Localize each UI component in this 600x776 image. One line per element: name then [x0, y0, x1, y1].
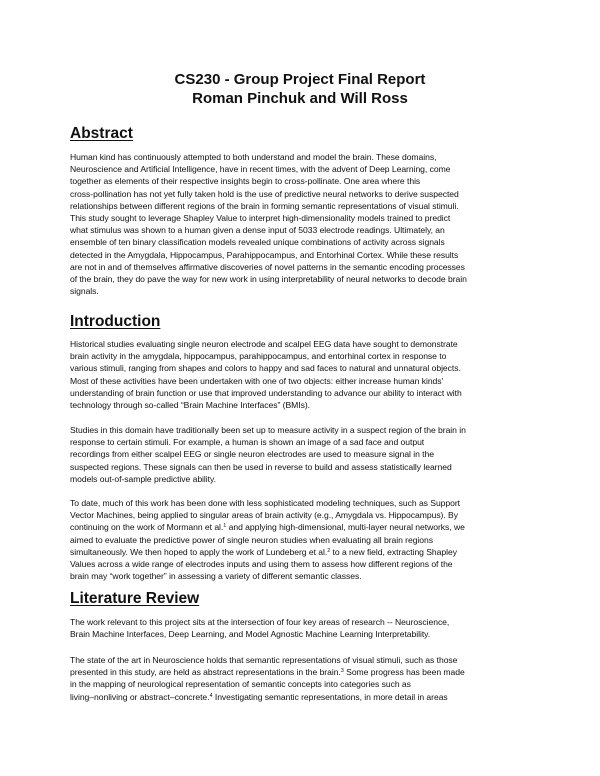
text-line: together as elements of their respective insights begin to cross-pollinate. One area where this — [70, 176, 421, 187]
text-line: Most of these activities have been undertaken with one of two objects: either increase human kinds' — [70, 375, 444, 386]
text-run: and applying high-dimensional, multi-layer neural networks, we — [226, 522, 465, 533]
text-run: to a new field, extracting Shapley — [330, 546, 457, 557]
text-line: signals. — [70, 286, 99, 297]
report-title: CS230 - Group Project Final Report — [174, 71, 426, 88]
abstract-heading: Abstract — [70, 125, 133, 142]
text-line: detected in the Amygdala, Hippocampus, Parahippocampus, and Entorhinal Cortex. While these results — [70, 249, 459, 260]
text-line: Human kind has continuously attempted to both understand and model the brain. These domains, — [70, 152, 437, 162]
text-line: response to certain stimuli. For example, a human is shown an image of a sad face and output — [70, 437, 425, 448]
text-line: Neuroscience and Artificial Intelligence, have in recent times, with the advent of Deep Learning, come — [70, 164, 451, 175]
text-line: various stimuli, ranging from shapes and colors to happy and sad faces to natural and unnatural objects. — [70, 363, 461, 374]
introduction-heading: Introduction — [70, 313, 161, 330]
text-line: what stimulus was shown to a human given a dense input of 5033 electrode readings. Ultimately, an — [70, 225, 445, 236]
abstract-paragraph — [70, 151, 530, 297]
introduction-paragraph-2 — [70, 424, 530, 485]
text-line: in the mapping of neurological representation of semantic concepts into categories such as — [70, 679, 411, 690]
text-line: Vector Machines, being applied to singular areas of brain activity (e.g., Amygdala vs. Hippocampus). By — [70, 510, 458, 521]
introduction-paragraph-1 — [70, 338, 530, 411]
text-run: Some progress has been made — [343, 667, 465, 678]
footnote-ref-1[interactable]: 1 — [223, 523, 227, 530]
text-line: suspected regions. These signals can then be used in reverse to build and assess statistically learned — [70, 461, 452, 472]
text-line: brain activity in the amygdala, hippocampus, parahippocampus, and entorhinal cortex in response to — [70, 351, 447, 362]
text-line — [70, 666, 530, 678]
text-line: Historical studies evaluating single neuron electrode and scalpel EEG data have sought to demonstrate — [70, 339, 458, 349]
text-run: continuing on the work of Mormann et al. — [70, 522, 224, 533]
text-line: of the brain, they do pave the way for new work in using interpretability of neural networks to decode brain — [70, 274, 467, 285]
text-line: are not in and of themselves affirmative discoveries of novel patterns in the semantic encoding processes — [70, 261, 465, 272]
text-run: simultaneously. We then hoped to apply the work of Lundeberg et al. — [70, 546, 328, 557]
text-run: Investigating semantic representations, in more detail in areas — [212, 691, 448, 702]
text-line: This study sought to leverage Shapley Value to interpret high-dimensionality models trained to predict — [70, 213, 451, 224]
text-line: understanding of brain function or use that improved understanding to advance our ability to interact with — [70, 387, 462, 398]
text-run: presented in this study, are held as abstract representations in the brain. — [70, 667, 341, 678]
footnote-ref-3[interactable]: 3 — [340, 668, 344, 675]
text-line: The state of the art in Neuroscience holds that semantic representations of visual stimuli, such as those — [70, 655, 458, 665]
footnote-ref-2[interactable]: 2 — [327, 547, 331, 554]
introduction-paragraph-3 — [70, 497, 530, 582]
literature-paragraph-2 — [70, 654, 530, 703]
text-line: models out-of-sample predictive ability. — [70, 473, 216, 484]
text-line: Studies in this domain have traditionally been set up to measure activity in a suspect region of the brain in — [70, 425, 466, 435]
text-line: Brain Machine Interfaces, Deep Learning, and Model Agnostic Machine Learning Interpretability. — [70, 629, 431, 640]
text-line: cross-pollination has not yet fully taken hold is the use of predictive neural networks to derive suspected — [70, 188, 459, 199]
text-line: brain may “work together” in assessing a variety of different semantic classes. — [70, 571, 362, 582]
text-line: The work relevant to this project sits at the intersection of four key areas of research -- Neuroscience, — [70, 617, 450, 627]
text-line: technology through so-called “Brain Machine Interfaces” (BMIs). — [70, 400, 310, 411]
text-line: Values across a wide range of electrodes inputs and using them to assess how different regions of the — [70, 559, 453, 570]
text-run: living–nonliving or abstract–concrete. — [70, 691, 210, 702]
literature-paragraph-1 — [70, 616, 530, 640]
footnote-ref-4[interactable]: 4 — [209, 692, 213, 699]
text-line: To date, much of this work has been done with less sophisticated modeling techniques, such as Support — [70, 498, 461, 508]
text-line — [70, 521, 530, 533]
report-authors: Roman Pinchuk and Will Ross — [192, 90, 408, 107]
literature-review-heading: Literature Review — [70, 590, 200, 607]
text-line: relationships between different regions of the brain in forming semantic representations of visual stimuli. — [70, 200, 459, 211]
text-line: ensemble of ten binary classification models revealed unique combinations of activity across signals — [70, 237, 445, 248]
text-line — [70, 691, 530, 703]
text-line: aimed to evaluate the predictive power of single neuron studies when evaluating all brain regions — [70, 534, 433, 545]
text-line: recordings from either scalpel EEG or single neuron electrodes are used to measure signal in the — [70, 449, 434, 460]
text-line — [70, 546, 530, 558]
